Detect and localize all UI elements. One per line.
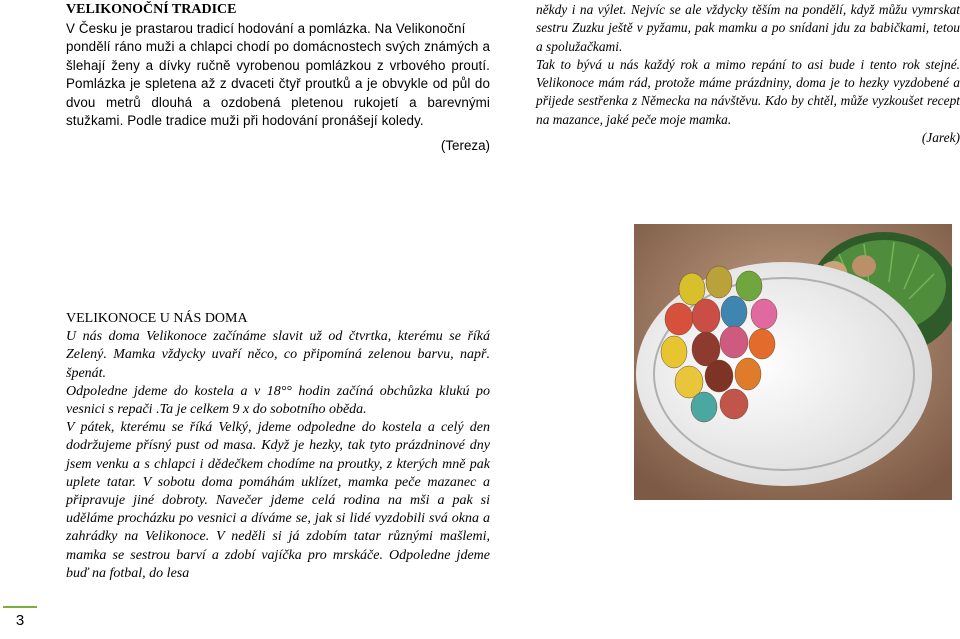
- footer-accent-line: [3, 606, 37, 608]
- article-paragraph: někdy i na výlet. Nejvíc se ale vždycky těším na pondělí, když můžu vymrskat sestru Zuzku ještě v pyžamu, pak mamku a po snídani jdu za babičkami, tetou a spolužačkami.: [536, 2, 960, 54]
- article-title: VELIKONOČNÍ TRADICE: [66, 2, 237, 17]
- easter-eggs-photo: [634, 224, 952, 500]
- article-body: [66, 328, 490, 583]
- page-footer: [0, 598, 40, 639]
- article-easter-at-home: [66, 310, 490, 583]
- article-paragraph: Tak to bývá u nás každý rok a mimo repání to asi bude i tento rok stejné. Velikonoce mám rád, protože máme prázdniny, doma je to hezky vyzdobené a přijede sestřenka z Německa na návštěvu. Kdo by chtěl, může vyzkoušet recept na mazance, jaké peče moje mamka.: [536, 56, 960, 127]
- article-text: pondělí ráno muži a chlapci chodí po domácnostech svých známých a šlehají ženy a dívky ručně vyrobenou pomlázkou z vrbového proutí. Pomlázka je spletena až z dvaceti čtyř proutků a je obvykle od půl do dvou metrů dlouhá a ozdobená pletenou rukojetí a barevnými stužkami. Podle tradice muži při hodování pronášejí koledy.: [66, 39, 490, 128]
- article-author: (Tereza): [440, 137, 490, 153]
- article-body: [66, 20, 490, 131]
- article-author: (Jarek): [921, 130, 960, 146]
- page-number: 3: [15, 612, 25, 629]
- easter-eggs-image: [634, 224, 952, 500]
- article-paragraph: U nás doma Velikonoce začínáme slavit už od čtvrtka, kterému se říká Zelený. Mamka vždycky uvaří něco, co připomíná zelenou barvu, např. špenát.: [66, 329, 490, 381]
- article-paragraph: Odpoledne jdeme do kostela a v 18°° hodin začíná obchůzka klukú po vesnici s repači .Ta je celkem 9 x do sobotního oběda.: [66, 383, 490, 418]
- article-first-line: V Česku je prastarou tradicí hodování a pomlázka. Na Velikonoční: [66, 20, 466, 36]
- article-paragraph: V pátek, kterému se říká Velký, jdeme odpoledne do kostela a celý den dodržujeme přísný pust od masa. Když je hezky, tak tyto prázdninové dny jsem venku a s chlapci i dědečkem chodíme na proutky, z kterých mně pak uplete tatar. V sobotu doma pomáhám uklízet, mamka peče mazanec a připravuje jiné dobroty. Navečer jdeme celá rodina na mši a pak si uděláme procházku po vesnici a díváme se, jak si lidé vyzdobili svá okna a zahrádky na Velikonoce. V neděli si já zdobím tatar různými mašlemi, mamka se sestrou barví a zdobí vajíčka pro mrskáče. Odpoledne jdeme buď na fotbal, do lesa: [66, 420, 490, 581]
- article-easter-traditions: [66, 1, 490, 155]
- article-title: VELIKONOCE U NÁS DOMA: [66, 311, 248, 326]
- article-continued: [536, 1, 960, 147]
